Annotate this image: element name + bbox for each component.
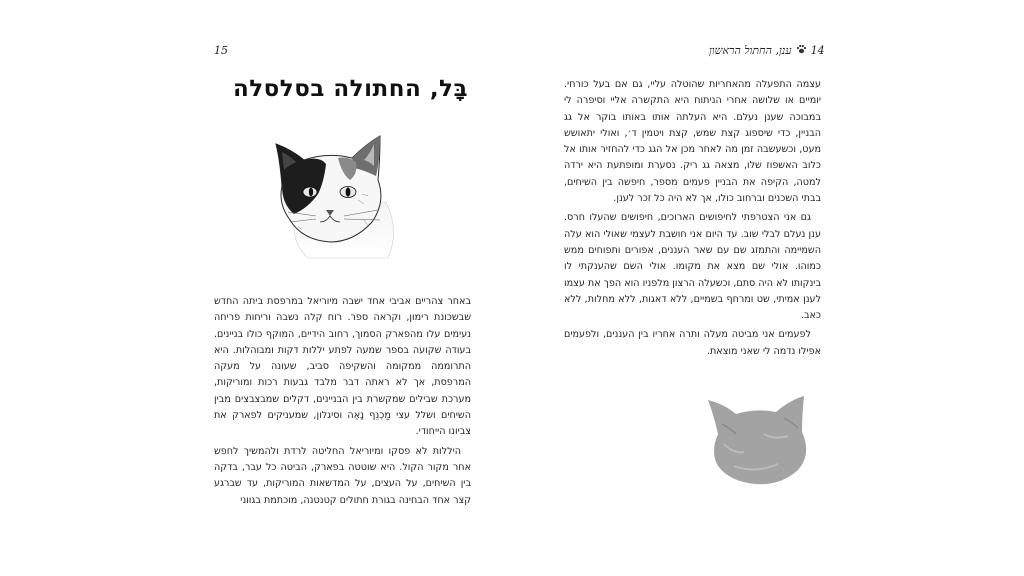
cat-silhouette-illustration [704, 394, 814, 486]
paragraph: היללות לא פסקו ומיוריאל החליטה לרדת ולהמשיך לחפש אחר מקור הקול. היא שוטטה בפארק, הביטה כל עבר, בדקה בין השיחים, על העצים, על המדשאות המוריקות, עד שברגע קצר אחד הבחינה בגורת חתולים קטנטנה, מוכתמת בגווני [214, 445, 471, 506]
paragraph: באחר צהריים אביבי אחד ישבה מיוריאל במרפסת ביתה החדש שבשכונת רימון, וקראה ספר. רוח קלה נשבה וריחות פריחה נעימים עלו מהפארק הסמוך, רחוב הידיים, המוקף כולו בניינים. בעודה שקועה בספר שמעה לפתע יללות דקות ומבוהלות. היא התרוממה ממקומה והשקיפה סביב, שעונה על מעקה המרפסת, אך לא ראתה דבר מלבד גבעות רכות ומוריקות, מערכת שבילים שמקשרת בין הבניינים, דקלים שמבצבצים מבין השיחים ושלל עצי מַכְנֵף נָאֶה וסיגלון, שמעניקים לפארק את צביונו הייחודי. [214, 296, 471, 438]
running-header-title: ענן, החתול הראשון [709, 44, 792, 57]
running-header [709, 44, 825, 57]
paw-icon [796, 44, 807, 57]
paragraph: גם אני הצטרפתי לחיפושים הארוכים, חיפושים שהעלו חרס. ענן נעלם לבלי שוב. עד היום אני חושבת לעצמי שאולי הוא עלה השמיימה והתמזג שם עם שאר העננים, אפורים ותפוחים ממש כמוהו. אולי שם מצא את מקומו. אולי השם שהענקתי לו בינקותו לא היה סתם, וכשעלה הרצון מלפניו הוא הפך את עצמו לענן אמיתי, שט ומרחף בשמיים, ללא דאגות, ללא מחלות, ללא כאב. [564, 212, 821, 322]
right-page [512, 0, 1024, 576]
page-number-right: 14 [810, 44, 825, 57]
calico-cat-illustration [268, 130, 402, 260]
left-page-body [214, 294, 471, 512]
paragraph: לפעמים אני מביטה מעלה ותרה אחריו בין העננים, ולפעמים אפילו נדמה לי שאני מוצאת. [564, 329, 821, 357]
right-page-body [564, 77, 821, 363]
page-number-left: 15 [214, 44, 228, 57]
chapter-title: בָּל, החתולה בסלסלה [232, 76, 468, 102]
paragraph: עצמה התפעלה מהאחריות שהוטלה עליי, גם אם בעל כורחי. יומיים או שלושה אחרי הניתוח היא התקשרה אליי וסיפרה לי במבוכה שענן נעלם. היא העלתה אותו באותו בוקר אל גג הבניין, כדי שיספוג קצת שמש, קצת ויטמין ד׳, ואולי יתאושש מעט, וכשעשבה זמן מה לאחר מכן אל הגג כדי להחזיר אותו אל כלוב האשפוז שלו, מצאה גג ריק. נסערת ומופתעת היא ירדה למטה, הקיפה את הבניין פעמים מספר, חיפשה בין השיחים, בבתי השכנים וברחוב כולו, אך לא היה כל זכר לענן. [564, 79, 821, 205]
